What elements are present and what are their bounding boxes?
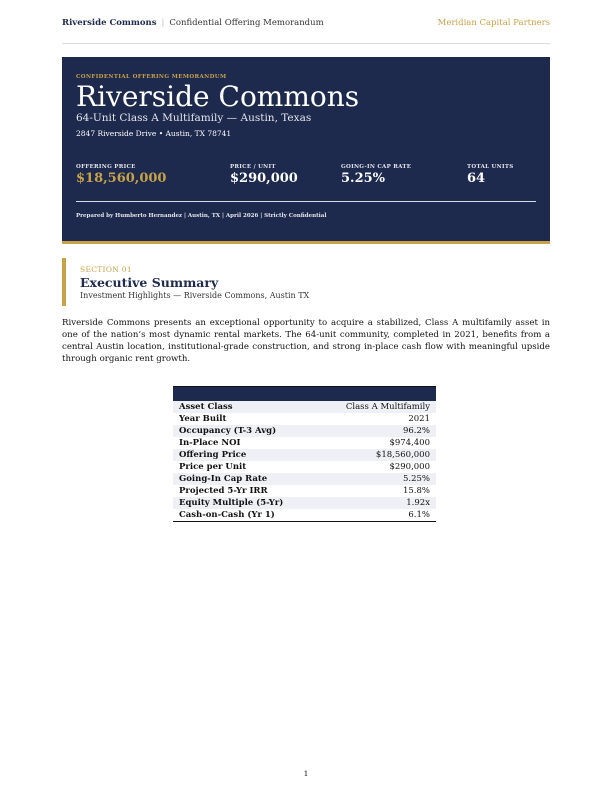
row-value: $974,400 [389, 438, 430, 448]
property-title: Riverside Commons [76, 80, 360, 113]
metric-offering-price [76, 164, 166, 186]
metric-cap-rate [341, 164, 411, 186]
table-row [173, 497, 436, 509]
header-brand: Riverside Commons [62, 18, 157, 28]
row-value: 2021 [408, 414, 430, 424]
row-label: Cash-on-Cash (Yr 1) [179, 510, 275, 520]
row-label: Going-In Cap Rate [173, 473, 317, 485]
property-address: 2847 Riverside Drive • Austin, TX 78741 [76, 129, 232, 138]
row-label: Price per Unit [179, 462, 247, 472]
row-value: Class A Multifamily [317, 401, 436, 413]
metric-total-units [467, 164, 514, 186]
header-firm-name: Meridian Capital Partners [437, 18, 550, 28]
row-value: $290,000 [389, 462, 430, 472]
metric-value: $290,000 [230, 171, 298, 186]
table-row [173, 437, 436, 449]
metric-label: TOTAL UNITS [467, 164, 514, 170]
highlights-table [173, 401, 436, 522]
row-value: 6.1% [408, 510, 430, 520]
section-number: SECTION 01 [80, 265, 132, 274]
header-document-title: Confidential Offering Memorandum [169, 18, 324, 28]
cover-divider [76, 201, 536, 202]
table-header-bar [173, 386, 436, 401]
section-header [62, 258, 550, 306]
table-row [173, 509, 436, 522]
metric-label: PRICE / UNIT [230, 164, 276, 170]
row-label: Offering Price [173, 449, 317, 461]
intro-paragraph: Riverside Commons presents an exceptional opportunity to acquire a stabilized, Class A multifamily asset in one of the nation’s most dynamic rental markets. The 64-unit community, completed in 2021, benefits from a central Austin location, institutional-grade construction, and strong in-place cash flow with meaningful upside through organic rent growth. [62, 318, 550, 364]
row-value: 5.25% [317, 473, 436, 485]
investment-highlights-table [173, 386, 436, 522]
metric-value: 5.25% [341, 171, 386, 186]
property-subtitle: 64-Unit Class A Multifamily — Austin, Texas [76, 112, 312, 124]
row-label: In-Place NOI [179, 438, 241, 448]
table-row [173, 413, 436, 425]
table-row [173, 461, 436, 473]
table-row [173, 401, 436, 413]
metric-value: 64 [467, 171, 486, 186]
cover-kicker: CONFIDENTIAL OFFERING MEMORANDUM [76, 74, 227, 80]
row-value: 96.2% [317, 425, 436, 437]
table-row [173, 449, 436, 461]
metric-label: OFFERING PRICE [76, 164, 136, 170]
row-value: 1.92x [317, 497, 436, 509]
metric-value: $18,560,000 [76, 171, 167, 186]
header-separator: | [161, 18, 165, 28]
row-label: Asset Class [173, 401, 317, 413]
cover-banner [62, 57, 550, 244]
prepared-by-line: Prepared by Humberto Hernandez | Austin, TX | April 2026 | Strictly Confidential [76, 213, 327, 219]
section-title: Executive Summary [80, 275, 219, 290]
row-label: Equity Multiple (5-Yr) [173, 497, 317, 509]
row-label: Occupancy (T-3 Avg) [173, 425, 317, 437]
row-label: Projected 5-Yr IRR [179, 486, 268, 496]
document-header [62, 18, 550, 44]
table-row [173, 425, 436, 437]
table-row [173, 485, 436, 497]
row-value: 15.8% [402, 486, 430, 496]
page-number: 1 [303, 769, 309, 778]
section-subtitle: Investment Highlights — Riverside Commons, Austin TX [80, 291, 310, 300]
metric-label: GOING-IN CAP RATE [341, 164, 412, 170]
table-row [173, 473, 436, 485]
row-value: $18,560,000 [317, 449, 436, 461]
metric-price-per-unit [230, 164, 298, 186]
row-label: Year Built [179, 414, 227, 424]
